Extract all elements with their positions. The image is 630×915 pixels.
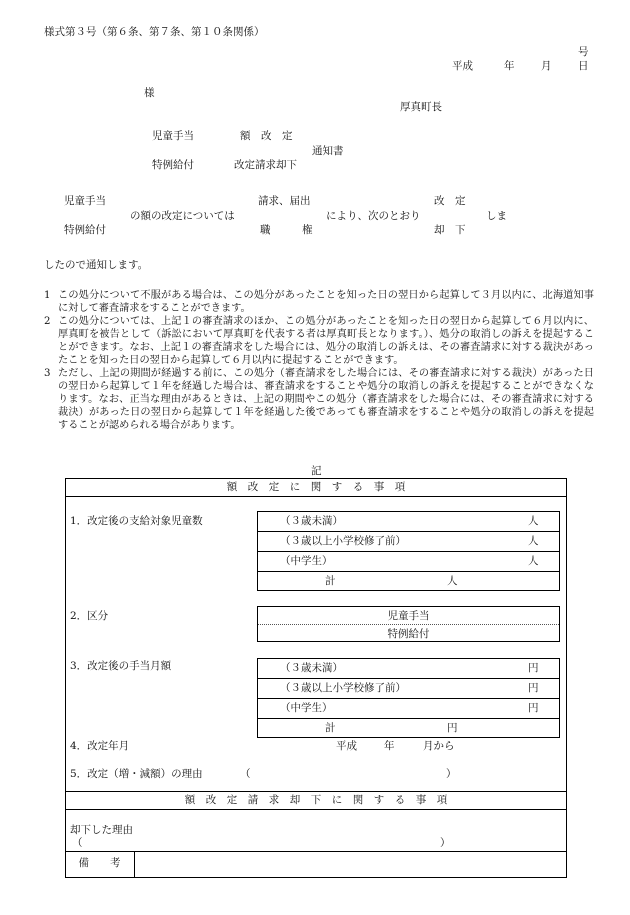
note-text: この処分について不服がある場合は、この処分があったことを知った日の翌日から起算して３月以内に、北海道知事に対して審査請求をすることができます。 xyxy=(58,290,594,314)
row-under3: （３歳未満） xyxy=(280,662,343,674)
form-number: 様式第３号（第６条、第７条、第１０条関係） xyxy=(44,26,265,38)
category-child-allowance: 児童手当 xyxy=(387,610,430,622)
row-junior-high: （中学生） xyxy=(280,555,333,567)
title-amount-revision: 額 改 定 xyxy=(240,130,293,142)
unit-person: 人 xyxy=(528,535,539,547)
reason-open-paren: （ xyxy=(240,768,251,780)
reason-close-paren: ） xyxy=(446,768,457,780)
revision-year: 年 xyxy=(384,740,395,752)
row-3-to-primary: （３歳以上小学校修了前） xyxy=(280,535,406,547)
divider xyxy=(257,718,560,719)
title-notice: 通知書 xyxy=(312,145,344,157)
remarks-label: 備 考 xyxy=(78,857,121,869)
date-day: 日 xyxy=(578,60,589,72)
divider xyxy=(65,851,567,852)
item1-label: 1．改定後の支給対象児童数 xyxy=(70,515,203,527)
unit-person: 人 xyxy=(528,555,539,567)
date-era: 平成 xyxy=(452,60,473,72)
note-text: ただし、上記の期間が経過する前に、この処分（審査請求をした場合には、その審査請求に対する裁決）があった日の翌日から起算して１年を経過した場合は、審査請求をすることや処分の取消しの訴えを提起することができなくなります。なお、正当な理由があるときは、上記の期間やこの処分（審査請求をした場合には、その審査請求に対する裁決）があった日の翌日から起算して１年を経過した後であっても審査請求をすることや処分の取消しの訴えを提起することが認められる場合があります。 xyxy=(58,368,594,431)
divider xyxy=(65,496,567,497)
title-special-benefit: 特例給付 xyxy=(152,159,194,171)
body-request-notification: 請求、届出 xyxy=(258,195,311,207)
divider xyxy=(257,551,560,552)
rejection-open-paren: （ xyxy=(72,837,83,849)
row-junior-high: （中学生） xyxy=(280,702,333,714)
body-ex-officio: 職 権 xyxy=(260,224,313,236)
notes xyxy=(44,289,594,432)
unit-person: 人 xyxy=(528,515,539,527)
note-number: 2 xyxy=(44,316,51,327)
item4-label: 4．改定年月 xyxy=(70,740,130,752)
note-item xyxy=(44,315,594,367)
issuer: 厚真町長 xyxy=(400,101,442,113)
rejection-label: 却下した理由 xyxy=(70,824,133,836)
date-year: 年 xyxy=(504,60,515,72)
body-as-follows: により、次のとおり xyxy=(326,210,421,222)
divider xyxy=(257,571,560,572)
recipient-suffix: 様 xyxy=(144,87,155,99)
total-unit-yen: 円 xyxy=(447,722,458,734)
dotted-divider xyxy=(258,624,559,625)
category-special-benefit: 特例給付 xyxy=(387,628,430,640)
note-number: 3 xyxy=(44,368,51,379)
body-shima: しま xyxy=(486,210,507,222)
divider xyxy=(257,678,560,679)
divider xyxy=(257,531,560,532)
document-number-label: 号 xyxy=(578,46,589,58)
unit-yen: 円 xyxy=(528,682,539,694)
revision-era: 平成 xyxy=(336,740,357,752)
row-under3: （３歳未満） xyxy=(280,515,343,527)
ki-marker: 記 xyxy=(311,465,322,477)
section-amount-revision-header: 額 改 定 に 関 す る 事 項 xyxy=(226,481,406,493)
body-amount-revision-text: の額の改定については xyxy=(130,210,235,222)
body-child-allowance: 児童手当 xyxy=(64,195,106,207)
total-unit-person: 人 xyxy=(447,575,458,587)
note-item xyxy=(44,289,594,315)
note-item xyxy=(44,367,594,432)
note-text: この処分については、上記１の審査請求のほか、この処分があったことを知った日の翌日から起算して６月以内に、厚真町を被告として（訴訟において厚真町を代表する者は厚真町長となります。）、処分の取消しの訴えを提起することができます。なお、上記１の審査請求をした場合には、処分の取消しの訴えは、その審査請求に対する裁決があったことを知った日の翌日から起算して６月以内に提起することができます。 xyxy=(58,316,594,366)
item3-label: 3．改定後の手当月額 xyxy=(70,660,172,672)
total-label: 計 xyxy=(325,575,336,587)
body-rejection: 却 下 xyxy=(434,224,466,236)
item2-label: 2．区分 xyxy=(70,610,109,622)
body-special-benefit: 特例給付 xyxy=(64,224,106,236)
row-3-to-primary: （３歳以上小学校修了前） xyxy=(280,682,406,694)
total-label: 計 xyxy=(325,722,336,734)
title-child-allowance: 児童手当 xyxy=(152,130,194,142)
divider xyxy=(257,698,560,699)
unit-yen: 円 xyxy=(528,702,539,714)
divider xyxy=(65,809,567,810)
unit-yen: 円 xyxy=(528,662,539,674)
body-revision: 改 定 xyxy=(434,195,466,207)
revision-month-from: 月から xyxy=(423,740,455,752)
divider xyxy=(65,791,567,792)
date-month: 月 xyxy=(541,60,552,72)
rejection-close-paren: ） xyxy=(440,837,451,849)
divider xyxy=(134,851,135,878)
note-number: 1 xyxy=(44,290,51,301)
body-closing: したので通知します。 xyxy=(44,259,149,271)
title-revision-rejection: 改定請求却下 xyxy=(234,159,297,171)
section-rejection-header: 額 改 定 請 求 却 下 に 関 す る 事 項 xyxy=(184,794,448,806)
item5-label: 5．改定（増・減額）の理由 xyxy=(70,768,203,780)
